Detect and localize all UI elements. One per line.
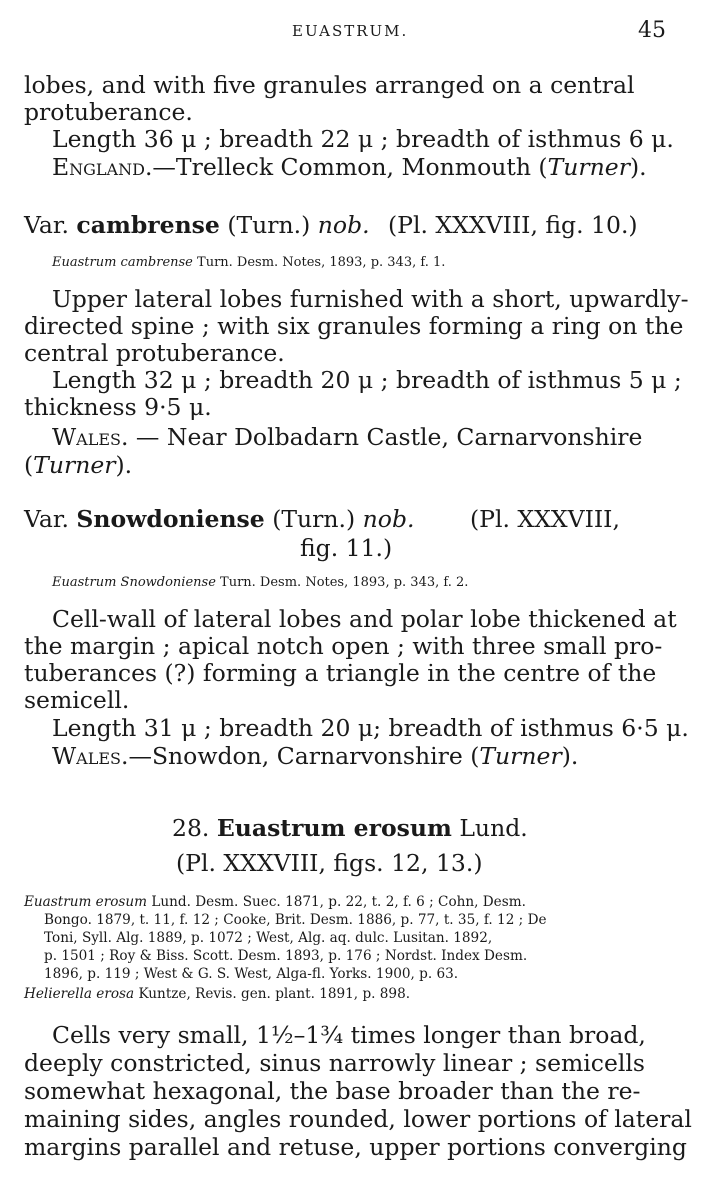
locality-region: Wales.	[52, 742, 129, 770]
synonym-text: Kuntze, Revis. gen. plant. 1891, p. 898.	[134, 986, 411, 1002]
synonymy-line: Bongo. 1879, t. 11, f. 12 ; Cooke, Brit. Desm. 1886, p. 77, t. 35, f. 12 ; De	[44, 912, 547, 928]
locality-text: —Trelleck Common, Monmouth (	[152, 153, 548, 181]
locality-end: ).	[561, 742, 579, 770]
description-line: central protuberance.	[24, 339, 285, 367]
citation-line	[52, 254, 445, 271]
locality-line	[52, 154, 647, 181]
description-line: deeply constricted, sinus narrowly linear ; semicells	[24, 1049, 645, 1077]
variety-name: Snowdoniense	[76, 505, 265, 533]
measurement-line: Length 36 μ ; breadth 22 μ ; breadth of isthmus 6 μ.	[52, 125, 674, 153]
synonymy-line: 1896, p. 119 ; West & G. S. West, Alga-fl. Yorks. 1900, p. 63.	[44, 966, 459, 982]
locality-end: ).	[115, 451, 133, 479]
running-header	[0, 18, 701, 48]
description-line: semicell.	[24, 686, 130, 714]
locality-author: Turner	[547, 153, 630, 181]
description-line: the margin ; apical notch open ; with three small pro-	[24, 632, 663, 660]
variety-nob: nob.	[317, 211, 370, 239]
species-number: 28.	[172, 814, 217, 842]
plate-reference: (Pl. XXXVIII, figs. 12, 13.)	[176, 849, 483, 877]
text-line: protuberance.	[24, 98, 193, 126]
synonymy-line	[24, 986, 410, 1003]
citation-name: Euastrum cambrense	[52, 255, 193, 270]
variety-heading	[24, 506, 414, 533]
locality-text: — Near Dolbadarn Castle, Carnarvonshire	[128, 423, 643, 451]
locality-end: ).	[629, 153, 647, 181]
locality-line	[24, 452, 132, 479]
synonymy-line: p. 1501 ; Roy & Biss. Scott. Desm. 1893, p. 176 ; Nordst. Index Desm.	[44, 948, 528, 964]
variety-authority: (Turn.)	[219, 211, 318, 239]
measurement-line: Length 32 μ ; breadth 20 μ ; breadth of isthmus 5 μ ;	[52, 366, 682, 394]
plate-reference: (Pl. XXXVIII,	[470, 505, 620, 533]
synonym-text: Lund. Desm. Suec. 1871, p. 22, t. 2, f. 6 ; Cohn, Desm.	[147, 894, 526, 910]
description-line: Cells very small, 1½–1¾ times longer than broad,	[52, 1021, 646, 1049]
running-title: EUASTRUM.	[292, 22, 409, 40]
locality-paren: (	[24, 451, 34, 479]
synonym-name: Euastrum erosum	[24, 894, 148, 910]
variety-heading	[24, 212, 370, 239]
variety-nob: nob.	[362, 505, 415, 533]
locality-author: Turner	[479, 742, 562, 770]
species-heading	[172, 814, 528, 842]
text-line	[24, 72, 664, 99]
plate-reference-cont: fig. 11.)	[300, 534, 393, 562]
text-line-content: lobes, and with five granules arranged on a central	[24, 71, 635, 99]
locality-line	[52, 424, 642, 451]
locality-text: —Snowdon, Carnarvonshire (	[128, 742, 480, 770]
description-line: margins parallel and retuse, upper portions converging	[24, 1133, 687, 1161]
citation-text: Turn. Desm. Notes, 1893, p. 343, f. 2.	[215, 575, 469, 590]
variety-name: cambrense	[76, 211, 220, 239]
description-line: Cell-wall of lateral lobes and polar lobe thickened at	[52, 605, 677, 633]
variety-authority: (Turn.)	[264, 505, 363, 533]
description-line: tuberances (?) forming a triangle in the centre of the	[24, 659, 657, 687]
measurement-line: thickness 9·5 μ.	[24, 393, 212, 421]
description-line: Upper lateral lobes furnished with a short, upwardly-	[52, 285, 689, 313]
variety-prefix: Var.	[24, 211, 77, 239]
synonymy-line: Toni, Syll. Alg. 1889, p. 1072 ; West, Alg. aq. dulc. Lusitan. 1892,	[44, 930, 493, 946]
plate-reference: (Pl. XXXVIII, fig. 10.)	[388, 211, 638, 239]
description-line: somewhat hexagonal, the base broader than the re-	[24, 1077, 641, 1105]
citation-name: Euastrum Snowdoniense	[52, 575, 216, 590]
locality-author: Turner	[33, 451, 116, 479]
locality-region: England.	[52, 153, 153, 181]
synonym-name: Helierella erosa	[24, 986, 135, 1002]
synonymy-line	[24, 894, 526, 911]
measurement-line: Length 31 μ ; breadth 20 μ; breadth of isthmus 6·5 μ.	[52, 714, 689, 742]
locality-region: Wales.	[52, 423, 129, 451]
species-authority: Lund.	[451, 814, 528, 842]
variety-prefix: Var.	[24, 505, 77, 533]
citation-line	[52, 574, 468, 591]
locality-line	[52, 743, 578, 770]
species-name: Euastrum erosum	[216, 814, 452, 842]
description-line: maining sides, angles rounded, lower portions of lateral	[24, 1105, 692, 1133]
citation-text: Turn. Desm. Notes, 1893, p. 343, f. 1.	[192, 255, 446, 270]
description-line: directed spine ; with six granules forming a ring on the	[24, 312, 684, 340]
page-number: 45	[638, 18, 666, 43]
